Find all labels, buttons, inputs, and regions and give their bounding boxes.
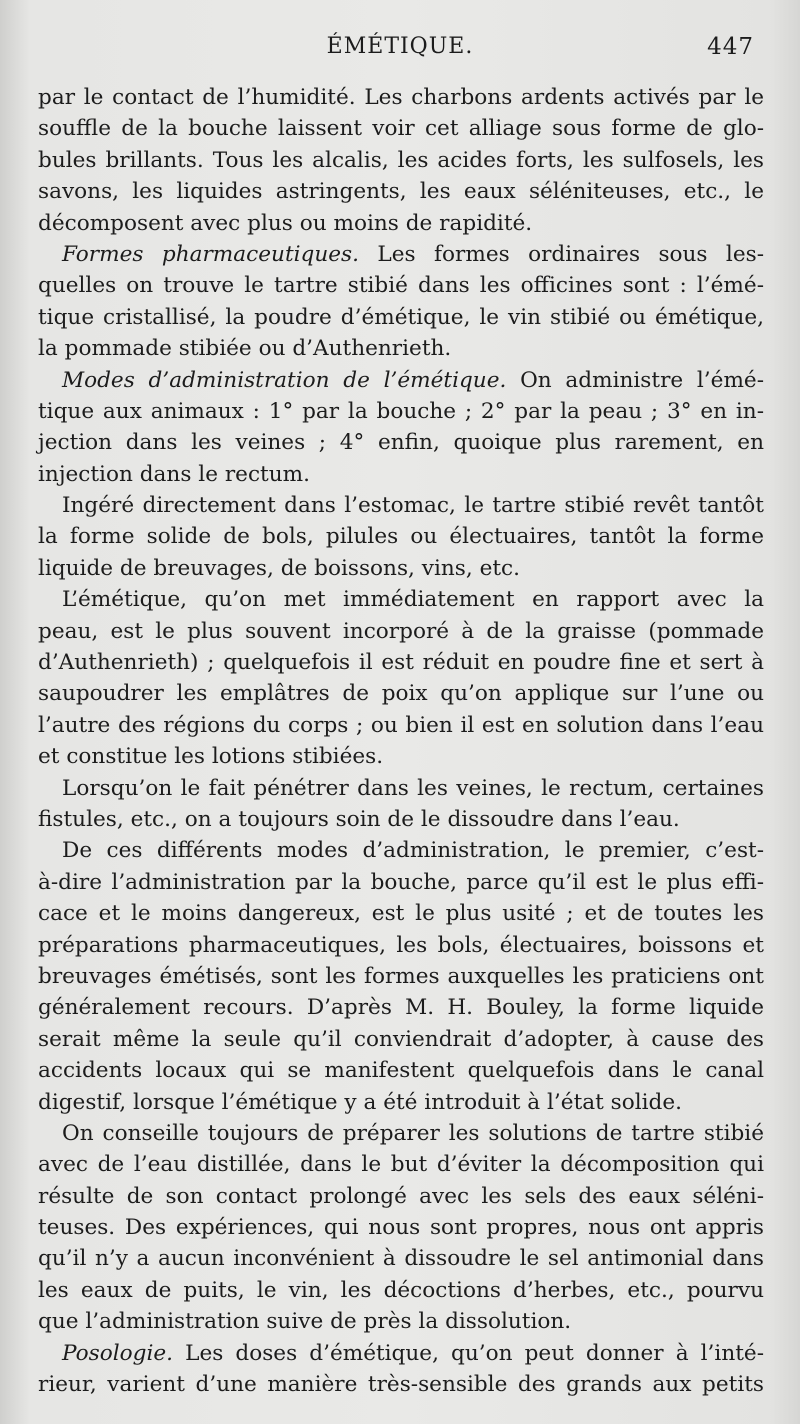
running-title: ÉMÉTIQUE. [326, 34, 474, 59]
page-number: 447 [707, 34, 754, 60]
line-text: d’Authenrieth) ; quelquefois il est réduit en poudre fine et sert à [38, 650, 764, 676]
text-line [38, 741, 764, 772]
text-line [38, 521, 764, 552]
text-line [38, 239, 764, 270]
body-text [38, 82, 764, 1400]
text-line [38, 302, 764, 333]
text-line [38, 553, 764, 584]
text-line [38, 1306, 764, 1337]
line-text: qu’il n’y a aucun inconvénient à dissoudre le sel antimonial dans [38, 1246, 764, 1272]
text-line [38, 459, 764, 490]
text-line [38, 1212, 764, 1243]
section-heading: Formes pharmaceutiques. [62, 241, 359, 267]
text-line [38, 867, 764, 898]
line-text: accidents locaux qui se manifestent quelquefois dans le canal [38, 1058, 764, 1084]
text-line [38, 176, 764, 207]
line-text: que l’administration suive de près la dissolution. [38, 1309, 572, 1335]
line-text: On conseille toujours de préparer les solutions de tartre stibié [62, 1120, 764, 1146]
text-line [38, 647, 764, 678]
text-line [38, 1149, 764, 1180]
line-text: serait même la seule qu’il conviendrait d’adopter, à cause des [38, 1026, 764, 1052]
line-text: la pommade stibiée ou d’Authenrieth. [38, 336, 452, 362]
text-line [38, 898, 764, 929]
text-line [38, 145, 764, 176]
line-text: breuvages émétisés, sont les formes auxquelles les praticiens ont [38, 963, 764, 989]
line-text: On administre l’émé- [506, 367, 764, 393]
text-line [38, 961, 764, 992]
text-line [38, 1024, 764, 1055]
line-text: l’autre des régions du corps ; ou bien il est en solution dans l’eau [38, 712, 764, 738]
text-line [38, 835, 764, 866]
line-text: tique aux animaux : 1° par la bouche ; 2° par la peau ; 3° en in- [38, 398, 764, 424]
line-text: cace et le moins dangereux, est le plus usité ; et de toutes les [38, 901, 764, 927]
text-line [38, 1275, 764, 1306]
text-line [38, 208, 764, 239]
line-text: liquide de breuvages, de boissons, vins, etc. [38, 555, 521, 581]
text-line [38, 1055, 764, 1086]
line-text: préparations pharmaceutiques, les bols, électuaires, boissons et [38, 932, 764, 958]
line-text: avec de l’eau distillée, dans le but d’éviter la décomposition qui [38, 1152, 764, 1178]
line-text: à-dire l’administration par la bouche, parce qu’il est le plus effi- [38, 869, 764, 895]
running-header [0, 30, 800, 66]
line-text: tique cristallisé, la poudre d’émétique, le vin stibié ou émétique, [38, 304, 764, 330]
text-line [38, 1369, 764, 1400]
text-line [38, 584, 764, 615]
text-line [38, 1338, 764, 1369]
text-line [38, 710, 764, 741]
line-text: peau, est le plus souvent incorporé à de la graisse (pommade [38, 618, 764, 644]
text-line [38, 616, 764, 647]
line-text: Les doses d’émétique, qu’on peut donner à l’inté- [173, 1340, 764, 1366]
line-text: bules brillants. Tous les alcalis, les acides forts, les sulfosels, les [38, 147, 764, 173]
text-line [38, 678, 764, 709]
line-text: quelles on trouve le tartre stibié dans les officines sont : l’émé- [38, 273, 764, 299]
line-text: Ingéré directement dans l’estomac, le tartre stibié revêt tantôt [62, 493, 764, 519]
text-line [38, 1118, 764, 1149]
line-text: injection dans le rectum. [38, 461, 310, 487]
text-line [38, 930, 764, 961]
line-text: teuses. Des expériences, qui nous sont propres, nous ont appris [38, 1215, 764, 1241]
line-text: rieur, varient d’une manière très-sensible des grands aux petits [38, 1372, 764, 1398]
section-heading: Posologie. [62, 1340, 174, 1366]
text-line [38, 1087, 764, 1118]
text-line [38, 992, 764, 1023]
line-text: souffle de la bouche laissent voir cet alliage sous forme de glo- [38, 116, 764, 142]
line-text: De ces différents modes d’administration, le premier, c’est- [62, 838, 764, 864]
line-text: L’émétique, qu’on met immédiatement en rapport avec la [62, 587, 764, 613]
line-text: résulte de son contact prolongé avec les sels des eaux séléni- [38, 1183, 764, 1209]
text-line [38, 490, 764, 521]
text-line [38, 773, 764, 804]
text-line [38, 113, 764, 144]
line-text: saupoudrer les emplâtres de poix qu’on applique sur l’une ou [38, 681, 764, 707]
line-text: par le contact de l’humidité. Les charbons ardents activés par le [38, 85, 764, 110]
line-text: savons, les liquides astringents, les eaux séléniteuses, etc., le [38, 179, 764, 205]
line-text: Les formes ordinaires sous les- [358, 241, 765, 267]
line-text: Lorsqu’on le fait pénétrer dans les veines, le rectum, certaines [62, 775, 764, 801]
line-text: la forme solide de bols, pilules ou électuaires, tantôt la forme [38, 524, 764, 550]
text-line [38, 365, 764, 396]
line-text: les eaux de puits, le vin, les décoctions d’herbes, etc., pourvu [38, 1277, 764, 1303]
text-line [38, 82, 764, 113]
text-line [38, 1181, 764, 1212]
text-line [38, 270, 764, 301]
section-heading: Modes d’administration de l’émétique. [62, 367, 507, 393]
line-text: jection dans les veines ; 4° enfin, quoique plus rarement, en [38, 430, 764, 456]
line-text: généralement recours. D’après M. H. Bouley, la forme liquide [38, 995, 764, 1021]
line-text: et constitue les lotions stibiées. [38, 744, 384, 770]
text-line [38, 333, 764, 364]
text-line [38, 804, 764, 835]
text-line [38, 1243, 764, 1274]
text-line [38, 427, 764, 458]
line-text: décomposent avec plus ou moins de rapidité. [38, 210, 533, 236]
text-line [38, 396, 764, 427]
line-text: digestif, lorsque l’émétique y a été introduit à l’état solide. [38, 1089, 683, 1115]
line-text: fistules, etc., on a toujours soin de le dissoudre dans l’eau. [38, 806, 680, 832]
